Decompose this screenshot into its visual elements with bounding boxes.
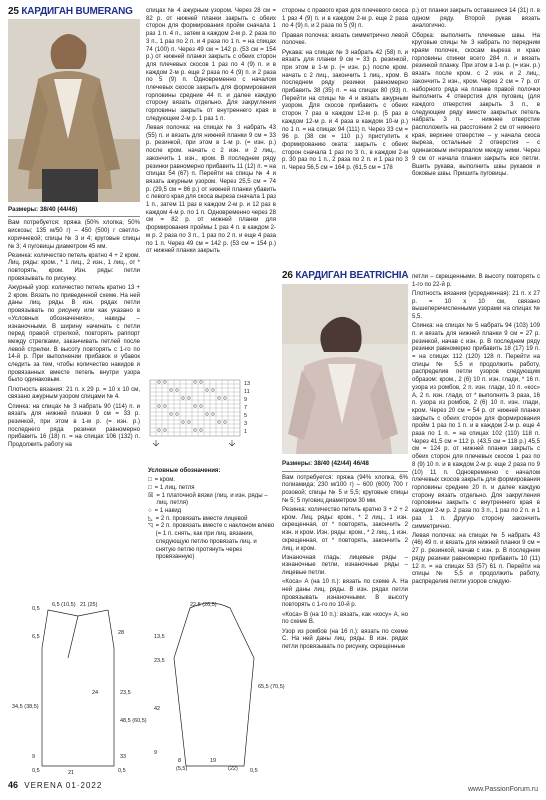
article-25-back-cont: спицах № 4 ажурным узором. Через 28 см = 82 р. от нижней планки закрыть с обеих сторон для формирования пройм сначала 1 раз 1 п. 4 п., затем в каждом 2-м р. 2 раза по 3 п., 1 раз по 2 п. и 4 раза по 1 п. = на спицах 74 (100) п. Через 49 см = 142 р. (53 см = 154 р.) от нижней планки закрыть с обеих сторон для плечевых скосов 1 раз по 4 (9) п. и в каждом 2-м р. еще 2 раза по 4 (9) п. и 2 раза по 5 (9) п. Одновременно с началом плечевых скосов закрыть для формирования горловины средние 44 п. и далее каждую сторону вязать отдельно. Для закругления горловины закрыть от внутреннего края в следующем 2-м р. 1 раз 1 п. bbox=[146, 8, 276, 122]
column-4 bbox=[412, 0, 540, 265]
svg-text:28: 28 bbox=[118, 630, 125, 636]
photo-cardigan-bumerang bbox=[8, 19, 140, 202]
svg-text:13,5: 13,5 bbox=[154, 634, 165, 640]
article-26-column-a bbox=[282, 460, 408, 772]
svg-text:48,5 (60,5): 48,5 (60,5) bbox=[120, 718, 147, 724]
article-25-back: Спинка: на спицах № 3 набрать 90 (114) п. и вязать для нижней планки 9 см = 33 р. резинкой, при этом в 1-м р. (= изн. р.) последнего ряда резинки равномерно прибавить 16 (18) п. = на спицах 106 (132) п. Продолжить работу на bbox=[8, 403, 140, 449]
svg-text:23,5: 23,5 bbox=[120, 690, 131, 696]
article-25-sleeves-cont: р.) от планки закрыть оставшиеся 14 (31) п. в одном ряду. Второй рукав вязать аналогично. bbox=[412, 8, 540, 30]
article-26-back: Спинка: на спицах № 5 набрать 94 (103) 109 п. и вязать для нижней планки 9 см = 27 р. резинкой, начав с изн. р. В последнем ряду резинки равномерно прибавить 18 (17) 19 п. = на спицах 112 (120) 128 п. Перейти на спицы № 5,5 и продолжить работу, распределив петли узоров следующим образом: кром., 2 (6) 10 п. изн. глади, * 16 п. узора из ромбов, 2 п. изн. глади, 10 п. «кос» А, 2 п. изн. глади, от * выполнить 3 раза, 16 п. узора из ромбов, 2 (6) 10 п. изн. глади, кром. Через 20 см = 54 р. от нижней планки закрыть с обеих сторон для формирования пройм 1 раз по 1 п. и в каждом 2-м р. еще 4 раза по 1 п. = на спицах 102 (110) 118 п. Через 41,5 см = 112 р. (43,5 см = 118 р.) 45,5 см = 124 р. от нижней планки закрыть с обеих сторон для плечевых скосов 1 раз по 8 (9) 10 п. и в каждом 2-м р. еще 2 раза по 9 (10) 11 п. Одновременно с началом плечевых скосов закрыть для формирования горловины средние 20 п. и далее каждую сторону вязать отдельно. Для закругления горловины закрыть с внутреннего края в каждом 2-м р. 2 раза по 3 п., 1 раз по 2 п. и 1 раз 1 п. Другую сторону закончить симметрично. bbox=[412, 323, 540, 530]
article-25-density: Плотность вязания: 21 п. х 29 р. = 10 х 10 см, связано ажурным узором спицами № 4. bbox=[8, 386, 140, 401]
yarn-over-icon: ○ bbox=[148, 508, 152, 515]
edge-stitch-icon: □ bbox=[148, 477, 152, 484]
article-25-title: КАРДИГАН BUMERANG bbox=[21, 6, 133, 17]
column-3 bbox=[282, 0, 408, 265]
legend-item: ◺ = 2 п. провязать вместе лицевой bbox=[148, 515, 248, 522]
article-25-sleeves: Рукава: на спицах № 3 набрать 42 (58) п. и вязать для планки 9 см = 33 р. резинкой, при этом в 1-м р. (= изн. р.) после кром. начать с 2 лиц., закончить 1 лиц., кром. В последнем ряду резинки равномерно прибавить 38 (35) п. = на спицах 80 (93) п. Перейти на спицы № 4 и вязать ажурным узором. Для скосов прибавить с обеих сторон 7 раз в каждом 12-м р. (5 раз в каждом 12-м р. и 4 раза в каждом 10-м р.) по 1 п. = на спицах 94 (111) п. Через 33 см = 96 р. (38 см = 110 р.) приступить к формированию оката: закрыть с обеих сторон сначала 1 раз по 3 п., в каждом 2-м р. 30 раз по 1 п., 2 раза по 2 п. и 1 раз по 3 п. Через 56,5 см = 164 р. (61,5 см = 178 bbox=[282, 49, 408, 172]
svg-text:9: 9 bbox=[32, 754, 36, 760]
svg-text:22,5 (26,5): 22,5 (26,5) bbox=[190, 602, 217, 608]
svg-text:42: 42 bbox=[154, 706, 161, 712]
k2tog-icon: ◺ bbox=[148, 515, 153, 522]
article-26-density: Плотность вязания (усредненная): 21 п. х 27 р. = 10 х 10 см, связано вышеперечисленными узорами на спицах № 5,5. bbox=[412, 290, 540, 321]
svg-text:21 (25): 21 (25) bbox=[80, 602, 98, 608]
article-26-cable-a: «Коса» А (на 10 п.): вязать по схеме А. На ней даны лиц. ряды. В изн. рядах петли провязывать изнаночными. В высоту повторять с 1-го по 10-й р. bbox=[282, 579, 408, 609]
garter-stitch-icon: ☒ bbox=[148, 492, 154, 499]
model-photo-illustration bbox=[8, 19, 140, 202]
page-footer bbox=[8, 780, 102, 790]
svg-text:24: 24 bbox=[92, 690, 99, 696]
article-25-left-front: Левая полочка: на спицах № 3 набрать 43 (55) п. и вязать для нижней планки 9 см = 33 р. резинкой, при этом в 1-м р. (= изн. р.) после кром. начать с 2 изн. и 2 лиц., закончить 1 изн., кром. В последнем ряду резинки равномерно прибавить 11 (12) п. = на спицах 54 (67) п. Перейти на спицы № 4 и вязать ажурным узором. Через 25,5 см = 74 р. (29,5 см = 86 р.) от нижней планки убавить с левого края для скоса выреза сначала 1 раз 1 п., затем 11 раз в каждом 2-м р. и 12 раз в каждом 4-м р. по 1 п. Одновременно через 28 см = 82 р. от нижней планки для формирования проймы 1 раз 4 п. в каждом 2-м р. 2 раза по 3 п., 1 раз по 2 п. и еще 4 раза по 1 п. Через 49 см = 142 р. (53 см = 154 р.) от нижней планки закрыть bbox=[146, 125, 276, 255]
arrow-end-icon bbox=[229, 440, 235, 446]
row-label: 7 bbox=[244, 405, 248, 411]
article-26-diamond-cont: петли – скрещенными. В высоту повторять с 1-го по 22-й р. bbox=[412, 274, 540, 288]
legend-item: □ = 1 лиц. петля bbox=[148, 484, 195, 491]
row-label: 11 bbox=[244, 389, 250, 395]
legend-item: ○ = 1 накид bbox=[148, 508, 182, 515]
svg-text:8: 8 bbox=[178, 758, 182, 764]
row-label: 3 bbox=[244, 421, 248, 427]
article-26-rib: Резинка: количество петель кратно 3 + 2 + 2 кром. Лиц. ряды: кром., * 2 лиц., 1 изн. скрещенная, от * повторять, закончить 2 изн. и кром. Изн. ряды: кром., * 2 лиц., 1 изн. скрещенная, от * повторять, закончить 2 лиц. и кром. bbox=[282, 507, 408, 552]
svg-text:(22): (22) bbox=[228, 766, 238, 772]
row-label: 13 bbox=[244, 381, 251, 387]
schema-sleeve-drawing bbox=[150, 598, 285, 774]
photo-cardigan-beatrichia bbox=[282, 284, 408, 454]
article-26-title: КАРДИГАН BEATRICHIA bbox=[295, 270, 409, 281]
svg-text:19: 19 bbox=[210, 758, 217, 764]
arrow-start-icon bbox=[153, 440, 159, 446]
article-25-lace: Ажурный узор: количество петель кратно 13 + 2 кром. Вязать по приведенной схеме. На ней даны лиц. ряды. В изн. рядах петли провязывать по рисунку или как указано в «Условных обозначениях», накиды – изнаночными. В ширину начинать с петли перед правой стрелкой, повторять раппорт между стрелками, заканчивать петлей после левой стрелки. В высоту повторять с 1-го по 14-й р. При выполнении прибавок и убавок следить за тем, чтобы количество накидов и провязанных вместе петель внутри узора было одинаковым. bbox=[8, 285, 140, 384]
schema-body-drawing bbox=[8, 598, 148, 774]
svg-text:0,5: 0,5 bbox=[250, 768, 258, 774]
article-25-assembly: Сборка: выполнить плечевые швы. На круговые спицы № 3 набрать по передним краям полочек, скосам выреза и краю горловины спинки всего 284 п. и вязать резинкой планку. При этом в 1-м р. (= изн. р.) вязать после кром. с 2 изн. и 2 лиц., закончить 2 изн., кром. Через 2 см = 7 р. от наборного ряда на планке правой полочки выполнить 4 отверстия для пуговиц (для каждого отверстия закрыть 3 п., в следующем ряду вместе закрытых петель набрать 3 п. – нижнее отверстие расположить на расстоянии 2 см от нижнего края, верхнее отверстие – у начала скоса выреза, остальные 2 отверстия – с одинаковым интервалом между ними. Через 9 см от начала планки закрыть все петли. Вшить рукава, выполнить швы рукавов и боковые швы. Пришить пуговицы. bbox=[412, 32, 540, 178]
article-26-diamond: Узор из ромбов (на 16 п.): вязать по схеме С. На ней даны лиц. ряды. В изн. рядах петли провязывать по рисунку, скрещенные bbox=[282, 628, 408, 650]
ssk-icon: ◹ bbox=[148, 523, 153, 530]
schema-sleeve bbox=[150, 598, 285, 774]
article-26-cable-b: «Коса» В (на 10 п.): вязать, как «косу» А, но по схеме В. bbox=[282, 611, 408, 626]
article-26-column-b bbox=[412, 274, 540, 772]
article-26-heading: 26 КАРДИГАН BEATRICHIA bbox=[282, 270, 409, 281]
article-25-materials: Вам потребуется: пряжа (50% хлопка, 50% вискозы; 135 м/50 г) – 450 (500) г светло-коричневой; спицы № 3 и 4; круговые спицы № 3; 4 пуговицы диаметром 45 мм. bbox=[8, 220, 140, 250]
article-26-left-front: Левая полочка: на спицах № 5 набрать 43 (46) 49 п. и вязать для нижней планки 9 см = 27 р. резинкой, начав с изн. р. В последнем ряду резинки равномерно прибавить 10 (11) 12 п. = на спицах 53 (57) 61 п. Перейти на спицы № 5,5 и продолжить работу, распределив петли узоров следую- bbox=[412, 532, 540, 585]
svg-text:23,5: 23,5 bbox=[154, 658, 165, 664]
article-25-left-front-cont: стороны с правого края для плечевого скоса 1 раз 4 (9) п. и в каждом 2-м р. еще 2 раза по 4 (9) п. и 2 раза по 5 (9) п. bbox=[282, 8, 408, 30]
legend-title: Условные обозначения: bbox=[148, 468, 221, 474]
svg-text:34,5 (38,5): 34,5 (38,5) bbox=[12, 704, 39, 710]
magazine-name: VERENA 01·2022 bbox=[24, 781, 103, 790]
schema-body bbox=[8, 598, 148, 774]
knit-stitch-icon: □ bbox=[148, 484, 152, 491]
svg-text:9: 9 bbox=[154, 750, 158, 756]
svg-text:65,5 (70,5): 65,5 (70,5) bbox=[258, 684, 285, 690]
article-25-heading: 25 КАРДИГАН BUMERANG bbox=[8, 6, 133, 17]
legend-item: ◹ = 2 п. провязать вместе с наклоном влево (= 1 п. снять, как при лиц. вязании, следующую петлю провязать лиц. и снятую петлю протянуть через провязанную) bbox=[148, 523, 275, 561]
lace-chart-grid bbox=[148, 378, 278, 448]
svg-text:33: 33 bbox=[120, 754, 127, 760]
model-photo-illustration bbox=[282, 284, 408, 454]
row-label: 1 bbox=[244, 429, 248, 435]
article-25-right-front: Правая полочка: вязать симметрично левой полочке. bbox=[282, 32, 408, 47]
chart-legend bbox=[148, 468, 278, 588]
lace-chart bbox=[148, 378, 278, 448]
legend-item: □ = кром. bbox=[148, 477, 176, 484]
svg-text:0,5: 0,5 bbox=[118, 768, 126, 774]
legend-item: ☒ = 1 платочной вязки (лиц. и изн. ряды – лиц. петля) bbox=[148, 492, 268, 507]
svg-text:0,5: 0,5 bbox=[32, 606, 40, 612]
svg-text:6,5 (10,5): 6,5 (10,5) bbox=[52, 602, 76, 608]
chart-row-labels bbox=[244, 380, 250, 436]
article-25-sizes: Размеры: 38/40 (44/46) bbox=[8, 205, 78, 213]
article-26-stockinette: Изнаночная гладь: лицевые ряды – изнаночные петли, изнаночные ряды – лицевые петли. bbox=[282, 554, 408, 577]
watermark: www.PassionForum.ru bbox=[467, 786, 538, 793]
article-26-materials: Вам потребуется: пряжа (94% хлопка, 6% полиамида; 230 м/100 г) – 600 (600) 700 г розовой; спицы № 5 и 5,5; круговые спицы № 5; 5 пуговиц диаметром 30 мм. bbox=[282, 474, 408, 504]
svg-text:21: 21 bbox=[68, 770, 75, 776]
page-number: 46 bbox=[8, 780, 19, 790]
svg-text:6,5: 6,5 bbox=[32, 634, 40, 640]
article-25-rib: Резинка: количество петель кратно 4 + 2 кром. Лиц. ряды: кром., * 1 лиц., 2 изн., 1 лиц., от * повторять, кром. Изн. ряды: петли провязывать по рисунку. bbox=[8, 252, 140, 282]
svg-text:0,5: 0,5 bbox=[32, 768, 40, 774]
svg-text:(5,5): (5,5) bbox=[176, 766, 188, 772]
row-label: 5 bbox=[244, 413, 248, 419]
article-26-sizes: Размеры: 38/40 (42/44) 46/48 bbox=[282, 460, 369, 467]
row-label: 9 bbox=[244, 397, 248, 403]
